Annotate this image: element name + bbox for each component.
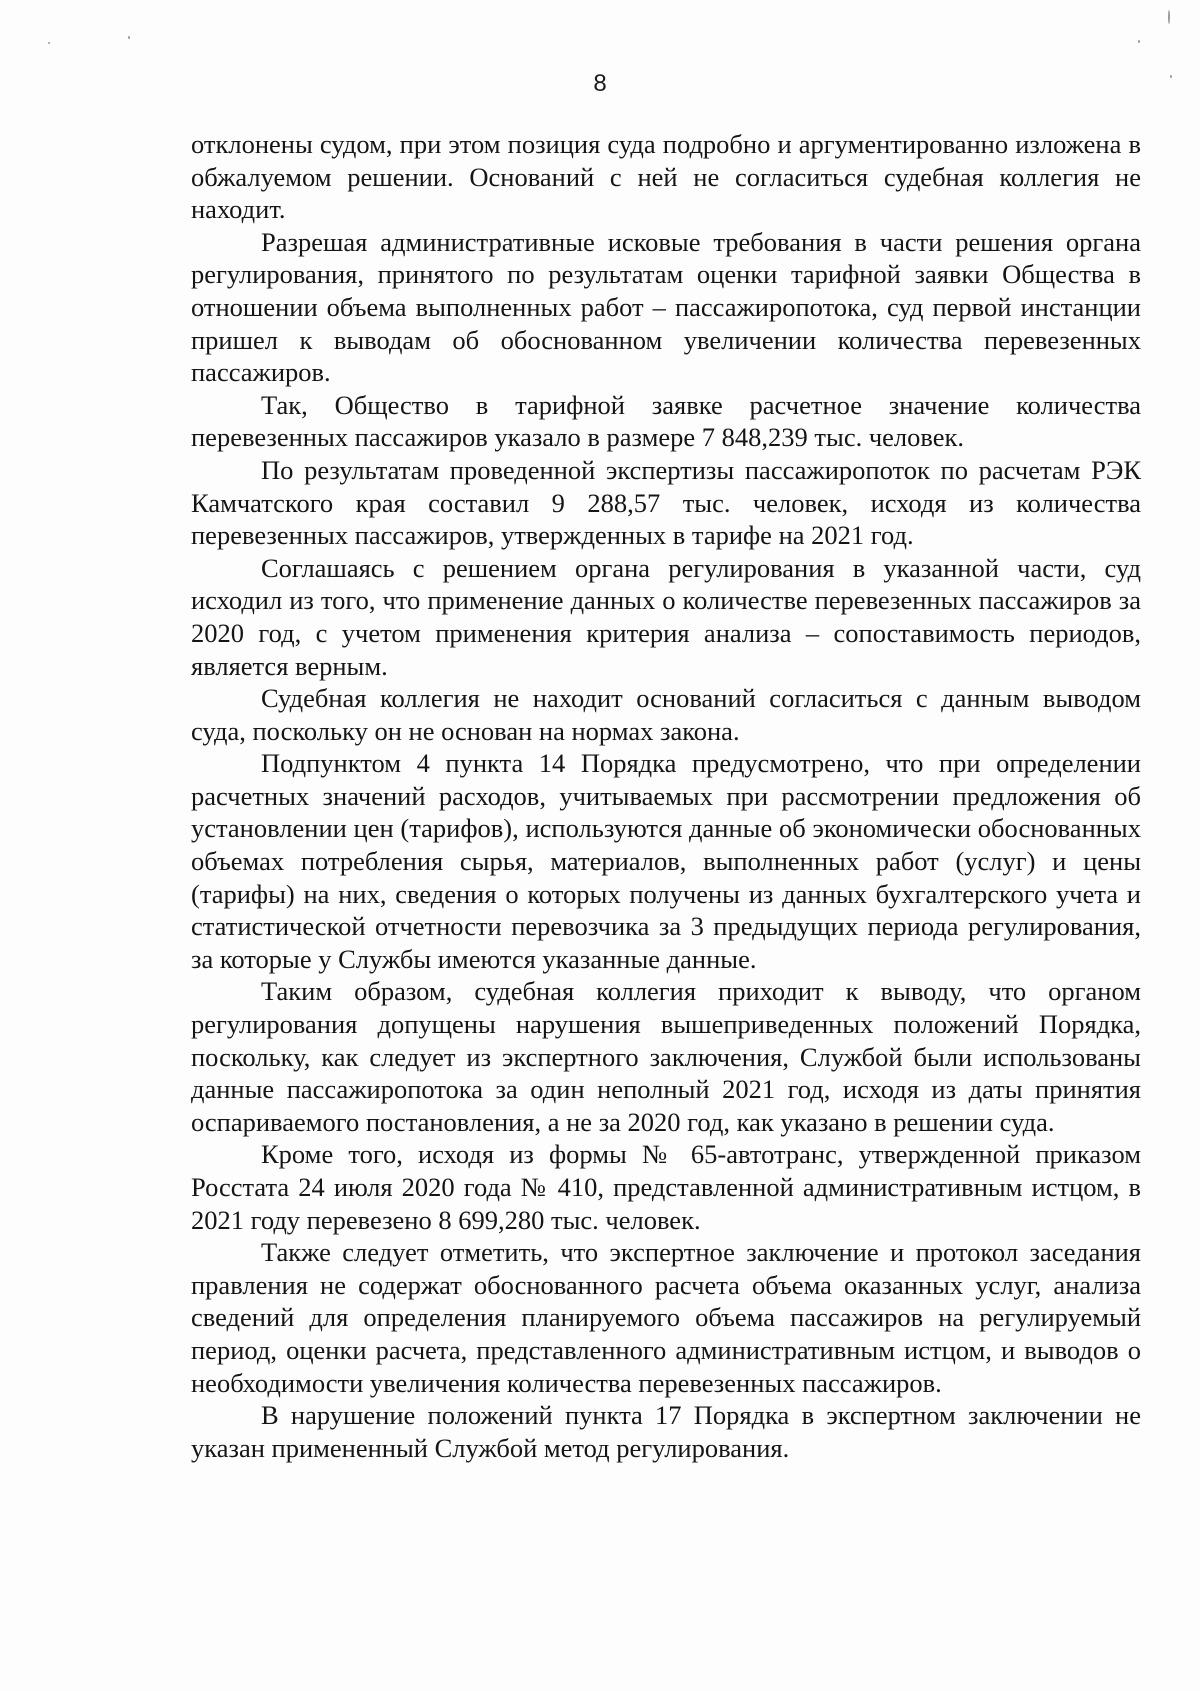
paragraph-7: Подпунктом 4 пункта 14 Порядка предусмотрено, что при определении расчетных значений расходов, учитываемых при рассмотрении предложения об установлении цен (тарифов), используются данные об экономически обоснованных объемах потребления сырья, материалов, выполненных работ (услуг) и цены (тарифы) на них, сведения о которых получены из данных бухгалтерского учета и статистической отчетности перевозчика за 3 предыдущих периода регулирования, за которые у Службы имеются указанные данные. (191, 748, 1141, 974)
paragraph-5: Соглашаясь с решением органа регулирования в указанной части, суд исходил из того, что применение данных о количестве перевезенных пассажиров за 2020 год, с учетом применения критерия анализа – сопоставимость периодов, является верным. (191, 552, 1141, 681)
scan-artifact (48, 42, 50, 44)
paragraph-3: Так, Общество в тарифной заявке расчетное значение количества перевезенных пассажиров указало в размере 7 848,239 тыс. человек. (191, 389, 1141, 453)
paragraph-1: отклонены судом, при этом позиция суда подробно и аргументированно изложена в обжалуемом решении. Оснований с ней не согласиться судебная коллегия не находит. (191, 129, 1141, 225)
page-number: 8 (593, 70, 607, 97)
scan-artifact (1168, 10, 1170, 24)
paragraph-10: Также следует отметить, что экспертное заключение и протокол заседания правления не содержат обоснованного расчета объема оказанных услуг, анализа сведений для определения планируемого объема пассажиров на регулируемый период, оценки расчета, представленного административным истцом, и выводов о необходимости увеличения количества перевезенных пассажиров. (191, 1237, 1141, 1398)
paragraph-4: По результатам проведенной экспертизы пассажиропоток по расчетам РЭК Камчатского края составил 9 288,57 тыс. человек, исходя из количества перевезенных пассажиров, утвержденных в тарифе на 2021 год. (191, 454, 1141, 551)
paragraph-6: Судебная коллегия не находит оснований согласиться с данным выводом суда, поскольку он не основан на нормах закона. (191, 683, 1141, 746)
paragraph-8: Таким образом, судебная коллегия приходит к выводу, что органом регулирования допущены нарушения вышеприведенных положений Порядка, поскольку, как следует из экспертного заключения, Службой были использованы данные пассажиропотока за один неполный 2021 год, исходя из даты принятия оспариваемого постановления, а не за 2020 год, как указано в решении суда. (191, 976, 1141, 1137)
paragraph-11: В нарушение положений пункта 17 Порядка в экспертном заключении не указан примененный Службой метод регулирования. (191, 1400, 1141, 1463)
document-body (191, 128, 1141, 1464)
paragraph-2: Разрешая административные исковые требования в части решения органа регулирования, принятого по результатам оценки тарифной заявки Общества в отношении объема выполненных работ – пассажиропотока, суд первой инстанции пришел к выводам об обоснованном увеличении количества перевезенных пассажиров. (191, 226, 1141, 388)
scan-artifact (1138, 40, 1140, 43)
paragraph-9: Кроме того, исходя из формы № 65-автотранс, утвержденной приказом Росстата 24 июля 2020 года № 410, представленной административным истцом, в 2021 году перевезено 8 699,280 тыс. человек. (191, 1139, 1141, 1235)
scan-artifact (128, 36, 130, 39)
